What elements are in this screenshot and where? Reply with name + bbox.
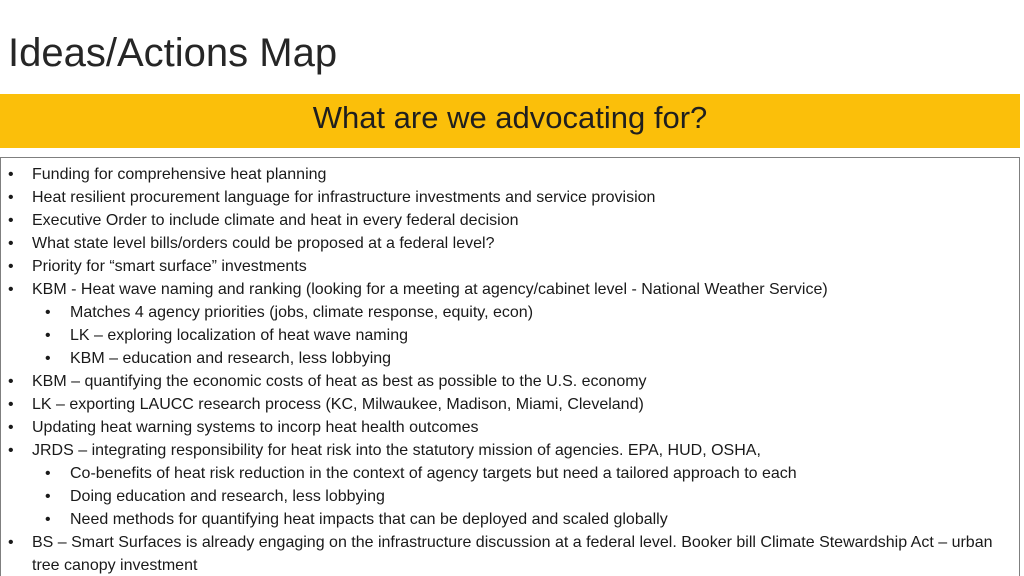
- bullet-text: Priority for “smart surface” investments: [32, 258, 307, 275]
- bullet-dot-icon: •: [45, 327, 51, 344]
- bullet-item: [0, 416, 1024, 439]
- sub-bullet-item: [0, 324, 1024, 347]
- bullet-item: [0, 163, 1024, 186]
- bullet-dot-icon: •: [8, 235, 14, 252]
- bullet-item: [0, 278, 1024, 301]
- bullet-text: KBM - Heat wave naming and ranking (looking for a meeting at agency/cabinet level - National Weather Service): [32, 281, 828, 298]
- banner-heading: What are we advocating for?: [312, 100, 708, 135]
- bullet-text: Co-benefits of heat risk reduction in the context of agency targets but need a tailored approach to each: [70, 465, 797, 482]
- slide-title: Ideas/Actions Map: [8, 31, 338, 75]
- bullet-item: [0, 232, 1024, 255]
- bullet-dot-icon: •: [8, 373, 14, 390]
- bullet-text: What state level bills/orders could be proposed at a federal level?: [32, 235, 495, 252]
- bullet-item: [0, 531, 1024, 576]
- bullet-dot-icon: •: [8, 534, 14, 551]
- bullet-item: [0, 186, 1024, 209]
- bullet-text: Need methods for quantifying heat impacts that can be deployed and scaled globally: [70, 511, 668, 528]
- bullet-text: LK – exporting LAUCC research process (KC, Milwaukee, Madison, Miami, Cleveland): [32, 396, 644, 413]
- bullet-text: Heat resilient procurement language for infrastructure investments and service provision: [32, 189, 656, 206]
- bullet-dot-icon: •: [45, 488, 51, 505]
- bullet-text: LK – exploring localization of heat wave naming: [70, 327, 408, 344]
- sub-bullet-item: [0, 462, 1024, 485]
- sub-bullet-item: [0, 301, 1024, 324]
- bullet-text: KBM – education and research, less lobbying: [70, 350, 392, 367]
- bullet-text: Updating heat warning systems to incorp heat health outcomes: [32, 419, 479, 436]
- bullet-text: Executive Order to include climate and heat in every federal decision: [32, 212, 519, 229]
- bullet-dot-icon: •: [8, 166, 14, 183]
- bullet-text: Matches 4 agency priorities (jobs, climate response, equity, econ): [70, 304, 534, 321]
- sub-bullet-item: [0, 347, 1024, 370]
- bullet-item: [0, 439, 1024, 462]
- bullet-dot-icon: •: [8, 442, 14, 459]
- bullet-item: [0, 255, 1024, 278]
- bullet-text: Funding for comprehensive heat planning: [32, 166, 327, 183]
- sub-bullet-item: [0, 508, 1024, 531]
- bullet-dot-icon: •: [45, 304, 51, 321]
- bullet-dot-icon: •: [8, 281, 14, 298]
- bullet-dot-icon: •: [8, 212, 14, 229]
- bullet-text: KBM – quantifying the economic costs of heat as best as possible to the U.S. economy: [32, 373, 647, 390]
- bullet-dot-icon: •: [8, 258, 14, 275]
- bullet-dot-icon: •: [45, 511, 51, 528]
- bullet-item: [0, 393, 1024, 416]
- bullet-item: [0, 209, 1024, 232]
- bullet-list: [0, 163, 1024, 576]
- bullet-dot-icon: •: [8, 419, 14, 436]
- bullet-text: BS – Smart Surfaces is already engaging on the infrastructure discussion at a federal level. Booker bill Climate Stewardship Act – urban tree canopy investment: [32, 534, 993, 574]
- bullet-dot-icon: •: [45, 350, 51, 367]
- bullet-item: [0, 370, 1024, 393]
- sub-bullet-item: [0, 485, 1024, 508]
- bullet-text: Doing education and research, less lobbying: [70, 488, 385, 505]
- bullet-dot-icon: •: [45, 465, 51, 482]
- bullet-text: JRDS – integrating responsibility for heat risk into the statutory mission of agencies. EPA, HUD, OSHA,: [32, 442, 761, 459]
- bullet-dot-icon: •: [8, 189, 14, 206]
- bullet-dot-icon: •: [8, 396, 14, 413]
